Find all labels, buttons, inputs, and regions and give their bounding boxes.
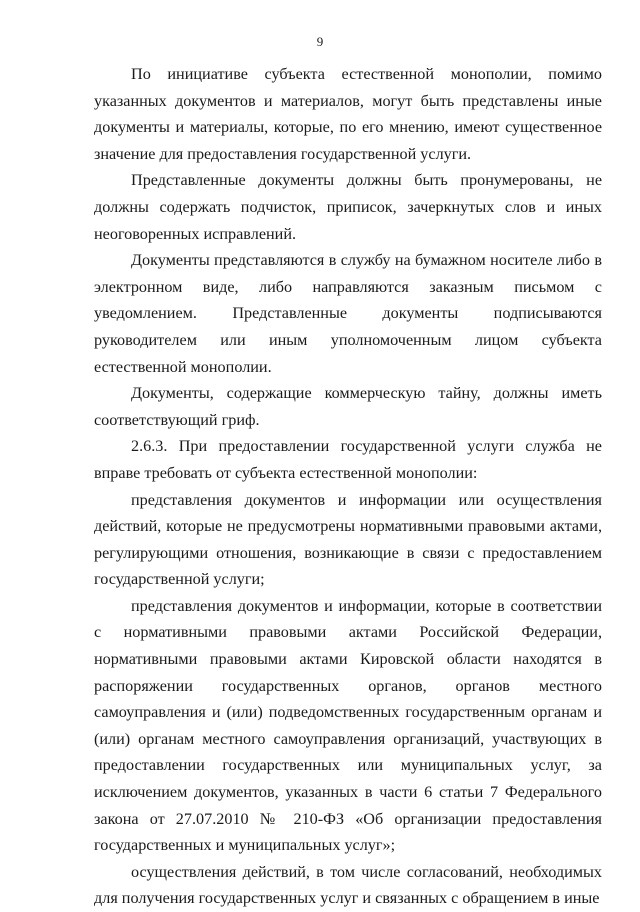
paragraph-not-required-actions: представления документов и информации или осуществления действий, которые не предусмотрены нормативными правовыми актами, регулирующими отношения, возникающие в связи с предоставлением государственной услуги; (94, 490, 602, 589)
document-body (94, 61, 602, 912)
paragraph-numbering-requirements: Представленные документы должны быть пронумерованы, не должны содержать подчисток, приписок, зачеркнутых слов и иных неоговоренных исправлений. (94, 171, 602, 243)
paragraph-approvals: осуществления действий, в том числе согласований, необходимых для получения государственных услуг и связанных с обращением в иные (94, 862, 602, 908)
paragraph-documents-in-possession: представления документов и информации, которые в соответствии с нормативными правовыми актами Российской Федерации, нормативными правовыми актами Кировской области находятся в распоряжении государственных органов, органов местного самоуправления и (или) подведомственных государственным органам и (или) органам местного самоуправления организаций, участвующих в предоставлении государственных или муниципальных услуг, за исключением документов, указанных в части 6 статьи 7 Федерального закона от 27.07.2010 № 210-ФЗ «Об организации предоставления государственных и муниципальных услуг»; (94, 596, 602, 855)
page-number: 9 (316, 34, 324, 49)
paragraph-submission-method: Документы представляются в службу на бумажном носителе либо в электронном виде, либо направляются заказным письмом с уведомлением. Представленные документы подписываются руководителем или иным уполномоченным лицом субъекта естественной монополии. (94, 251, 602, 376)
paragraph-commercial-secret: Документы, содержащие коммерческую тайну, должны иметь соответствующий гриф. (94, 384, 602, 429)
paragraph-section-2-6-3: 2.6.3. При предоставлении государственной услуги служба не вправе требовать от субъекта естественной монополии: (94, 437, 602, 482)
paragraph-additional-documents: По инициативе субъекта естественной монополии, помимо указанных документов и материалов, могут быть представлены иные документы и материалы, которые, по его мнению, имеют существенное значение для предоставления государственной услуги. (94, 65, 602, 163)
